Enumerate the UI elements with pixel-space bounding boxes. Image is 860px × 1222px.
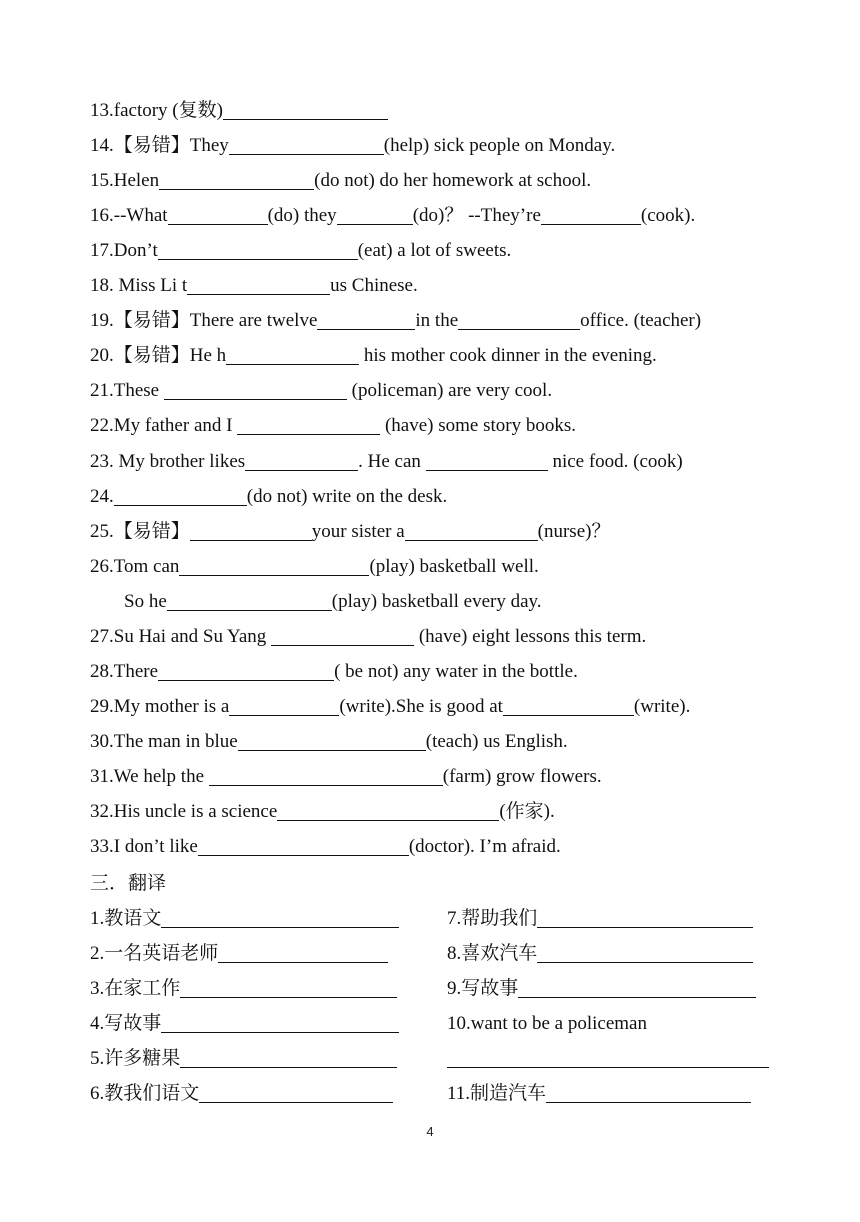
- translation-prompt: 3.在家工作: [90, 978, 181, 1000]
- translation-prompt: 6.教我们语文: [90, 1083, 200, 1105]
- exercise-text: (作家).: [499, 801, 555, 822]
- exercise-text: 22.My father and I: [90, 415, 238, 437]
- exercise-text: us Chinese.: [330, 275, 418, 297]
- answer-blank[interactable]: [226, 342, 359, 365]
- answer-blank[interactable]: [180, 1045, 397, 1068]
- translation-item: [90, 939, 388, 969]
- exercise-text: 23. My brother likes: [90, 450, 246, 472]
- answer-blank[interactable]: [198, 833, 409, 856]
- answer-blank[interactable]: [229, 132, 384, 155]
- exercise-text: in the: [415, 310, 459, 332]
- answer-blank[interactable]: [546, 1080, 751, 1103]
- translation-item: [447, 974, 756, 1004]
- exercise-text: 32.His uncle is a science: [90, 801, 278, 822]
- answer-blank[interactable]: [223, 97, 388, 120]
- translation-prompt: 4.写故事: [90, 1013, 162, 1035]
- exercise-text: 25.【易错】: [90, 520, 190, 542]
- answer-blank[interactable]: [179, 553, 369, 576]
- exercise-text: his mother cook dinner in the evening.: [359, 345, 657, 367]
- exercise-text: (teach) us English.: [425, 730, 568, 752]
- answer-blank[interactable]: [164, 377, 347, 400]
- answer-blank[interactable]: [190, 518, 312, 541]
- answer-blank[interactable]: [447, 1045, 769, 1068]
- translation-prompt: 8.喜欢汽车: [447, 943, 538, 965]
- answer-blank[interactable]: [337, 202, 413, 225]
- exercise-text: (policeman) are very cool.: [346, 380, 553, 402]
- translation-item: [90, 1079, 393, 1109]
- exercise-text: 16.--What: [90, 205, 168, 227]
- exercise-line: [90, 657, 578, 687]
- exercise-line: [90, 236, 511, 266]
- exercise-text: (do) they: [267, 205, 337, 227]
- answer-blank[interactable]: [405, 518, 538, 541]
- exercise-line: [90, 482, 447, 512]
- exercise-line: [90, 376, 552, 406]
- exercise-line: [90, 166, 591, 196]
- translation-item: [447, 1044, 769, 1074]
- translation-item: [90, 974, 397, 1004]
- exercise-line: [90, 622, 646, 652]
- translation-prompt: 1.教语文: [90, 908, 162, 929]
- answer-blank[interactable]: [180, 975, 397, 998]
- exercise-line: [90, 762, 602, 792]
- exercise-text: (doctor). I’m afraid.: [408, 836, 561, 858]
- translation-prompt: 9.写故事: [447, 978, 519, 1000]
- exercise-text: 30.The man in blue: [90, 730, 238, 752]
- exercise-line: [90, 341, 657, 371]
- answer-blank[interactable]: [277, 798, 499, 821]
- translation-prompt: 11.制造汽车: [447, 1083, 547, 1105]
- exercise-text: 18. Miss Li t: [90, 275, 188, 297]
- exercise-text: (eat) a lot of sweets.: [357, 240, 512, 262]
- answer-blank[interactable]: [161, 1010, 399, 1033]
- exercise-line: [90, 271, 418, 301]
- exercise-line: [90, 797, 555, 827]
- exercise-text: 14.【易错】They: [90, 135, 229, 157]
- answer-blank[interactable]: [168, 202, 268, 225]
- page-number: 4: [426, 1124, 434, 1139]
- answer-blank[interactable]: [229, 693, 339, 716]
- section-heading: 三．翻译: [90, 873, 167, 894]
- exercise-text: 19.【易错】There are twelve: [90, 310, 318, 332]
- translation-item: [447, 939, 753, 969]
- exercise-text: your sister a: [311, 520, 405, 542]
- exercise-text: (do)？ --They’re: [412, 205, 541, 227]
- exercise-text: (nurse)？: [537, 520, 611, 542]
- translation-item: [447, 1009, 647, 1039]
- translation-prompt: 5.许多糖果: [90, 1048, 181, 1070]
- answer-blank[interactable]: [271, 623, 414, 646]
- exercise-line: [90, 201, 695, 231]
- exercise-text: 13.factory (复数): [90, 100, 223, 121]
- exercise-text: 29.My mother is a: [90, 695, 230, 717]
- answer-blank[interactable]: [218, 940, 388, 963]
- exercise-line: [90, 517, 610, 547]
- exercise-line: [90, 727, 568, 757]
- answer-blank[interactable]: [209, 763, 443, 786]
- translation-item: [447, 904, 753, 934]
- exercise-line: [90, 96, 388, 126]
- exercise-text: (help) sick people on Monday.: [383, 135, 616, 157]
- exercise-text: 26.Tom can: [90, 555, 180, 577]
- exercise-text: 33.I don’t like: [90, 836, 198, 858]
- exercise-text: office. (teacher): [580, 310, 702, 332]
- translation-prompt: 7.帮助我们: [447, 908, 538, 929]
- answer-blank[interactable]: [537, 905, 753, 928]
- exercise-line: [90, 692, 690, 722]
- exercise-text: (play) basketball well.: [369, 555, 539, 577]
- exercise-line: [90, 131, 615, 161]
- exercise-text: (have) some story books.: [380, 415, 576, 437]
- answer-blank[interactable]: [158, 658, 334, 681]
- exercise-text: 28.There: [90, 660, 159, 682]
- exercise-text: (farm) grow flowers.: [442, 765, 602, 787]
- exercise-text: 21.These: [90, 380, 164, 402]
- exercise-text: nice food. (cook): [547, 450, 683, 472]
- answer-blank[interactable]: [426, 448, 548, 471]
- answer-blank[interactable]: [245, 448, 358, 471]
- exercise-line: [90, 552, 539, 582]
- exercise-text: (write).: [633, 695, 691, 717]
- exercise-text: (write).She is good at: [339, 695, 503, 717]
- exercise-text: . He can: [358, 450, 426, 472]
- exercise-line: [90, 447, 683, 477]
- answer-blank[interactable]: [541, 202, 641, 225]
- exercise-text: (do not) write on the desk.: [246, 485, 448, 507]
- exercise-text: 24.: [90, 485, 114, 507]
- answer-blank[interactable]: [187, 272, 330, 295]
- translation-item: [90, 1009, 399, 1039]
- exercise-text: 27.Su Hai and Su Yang: [90, 625, 272, 647]
- exercise-text: (do not) do her homework at school.: [314, 170, 592, 192]
- answer-blank[interactable]: [458, 307, 580, 330]
- translation-prompt: 2.一名英语老师: [90, 943, 219, 965]
- answer-blank[interactable]: [238, 728, 426, 751]
- answer-blank[interactable]: [199, 1080, 393, 1103]
- answer-blank[interactable]: [503, 693, 634, 716]
- translation-prompt: 10.want to be a policeman: [447, 1013, 647, 1035]
- translation-item: [90, 1044, 397, 1074]
- exercise-text: (have) eight lessons this term.: [414, 625, 647, 647]
- exercise-line: [90, 832, 561, 862]
- exercise-text: 31.We help the: [90, 765, 209, 787]
- answer-blank[interactable]: [167, 588, 332, 611]
- answer-blank[interactable]: [114, 483, 247, 506]
- exercise-text: ( be not) any water in the bottle.: [334, 660, 578, 682]
- answer-blank[interactable]: [159, 167, 314, 190]
- exercise-text: 17.Don’t: [90, 240, 158, 262]
- answer-blank[interactable]: [158, 237, 358, 260]
- translation-item: [90, 904, 399, 934]
- exercise-line: [124, 587, 542, 617]
- exercise-text: So he: [124, 590, 167, 612]
- exercise-line: [90, 411, 576, 441]
- translation-item: [447, 1079, 751, 1109]
- answer-blank[interactable]: [537, 940, 753, 963]
- exercise-text: 20.【易错】He h: [90, 345, 227, 367]
- answer-blank[interactable]: [237, 412, 380, 435]
- exercise-line: [90, 306, 701, 336]
- exercise-text: (play) basketball every day.: [331, 590, 542, 612]
- answer-blank[interactable]: [161, 905, 399, 928]
- answer-blank[interactable]: [317, 307, 415, 330]
- exercise-text: (cook).: [640, 205, 696, 227]
- answer-blank[interactable]: [518, 975, 756, 998]
- exercise-text: 15.Helen: [90, 170, 160, 192]
